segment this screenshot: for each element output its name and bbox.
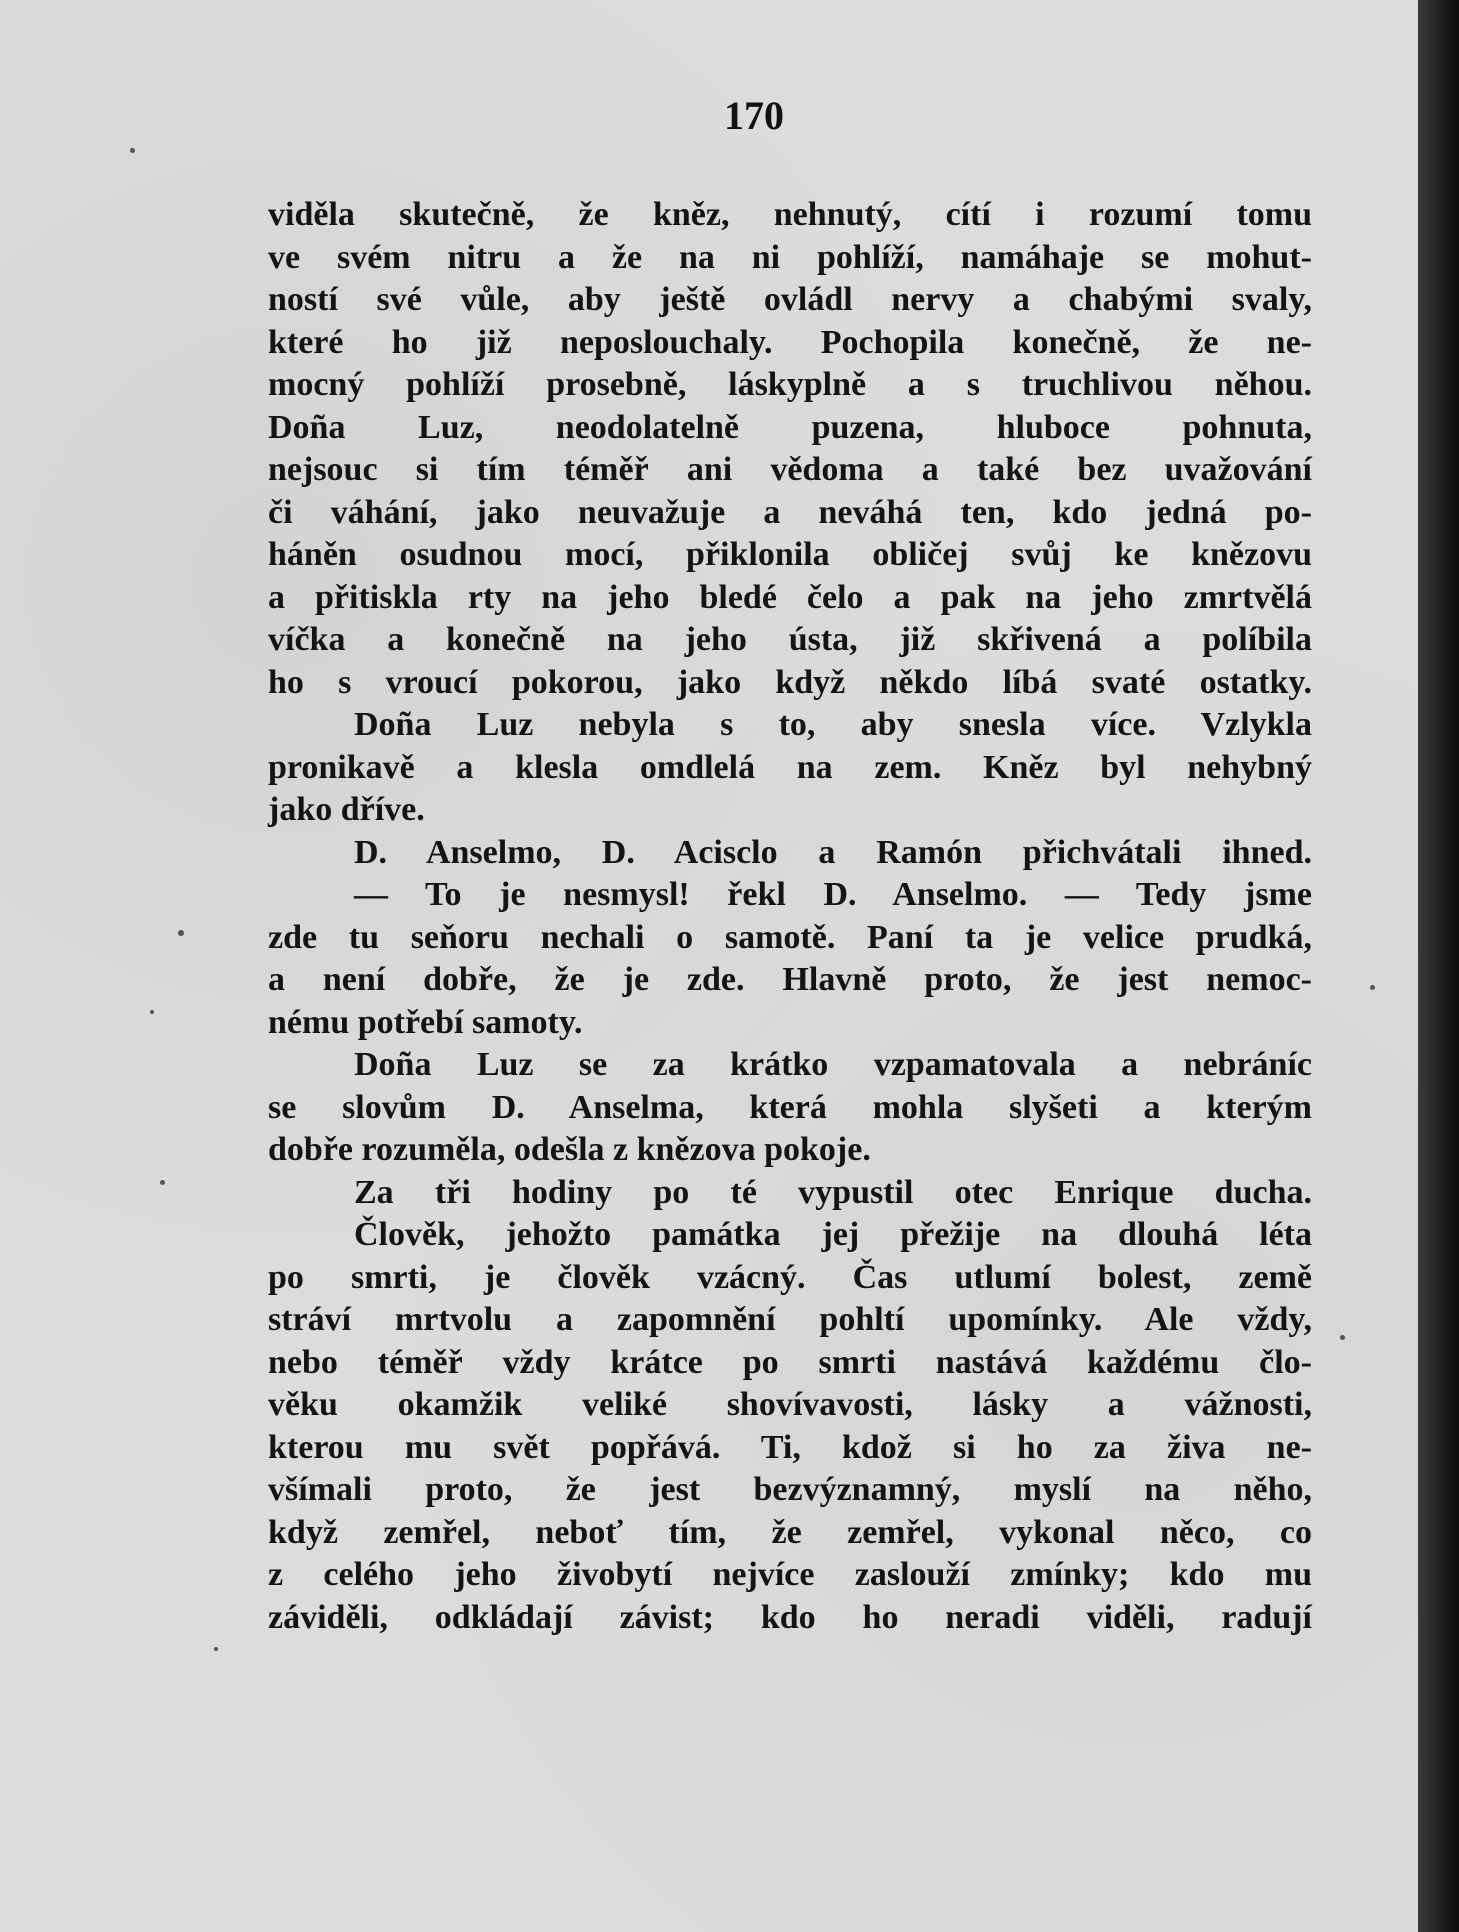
text-line: Doña Luz, neodolatelně puzena, hluboce pohnuta, xyxy=(268,408,1312,446)
text-line: všímali proto, že jest bezvýznamný, myslí na něho, xyxy=(268,1471,1312,1508)
text-line: mocný pohlíží prosebně, láskyplně a s truchlivou něhou. xyxy=(268,366,1312,403)
text-line: zde tu seňoru nechali o samotě. Paní ta je velice prudká, xyxy=(268,918,1312,956)
text-line: věku okamžik veliké shovívavosti, lásky a vážnosti, xyxy=(268,1386,1312,1423)
text-line: — To je nesmysl! řekl D. Anselmo. — Tedy jsme xyxy=(354,876,1312,913)
dust-speck xyxy=(160,1180,165,1185)
text-line: háněn osudnou mocí, přiklonila obličej svůj ke knězovu xyxy=(268,536,1312,573)
body-text xyxy=(268,194,1312,1639)
dust-speck xyxy=(178,930,184,936)
text-line: když zemřel, neboť tím, že zemřel, vykonal něco, co xyxy=(268,1513,1312,1551)
text-line: ností své vůle, aby ještě ovládl nervy a chabými svaly, xyxy=(268,281,1312,318)
book-spine-shadow xyxy=(1418,0,1459,1932)
text-line: z celého jeho živobytí nejvíce zaslouží zmínky; kdo mu xyxy=(268,1556,1312,1593)
text-line: nejsouc si tím téměř ani vědoma a také bez uvažování xyxy=(268,451,1312,488)
text-line: víčka a konečně na jeho ústa, již skřivená a políbila xyxy=(268,621,1312,658)
dust-speck xyxy=(150,1010,154,1014)
text-line: a přitiskla rty na jeho bledé čelo a pak na jeho zmrtvělá xyxy=(268,578,1312,616)
text-line: se slovům D. Anselma, která mohla slyšeti a kterým xyxy=(268,1088,1312,1126)
text-line: kterou mu svět popřává. Ti, kdož si ho za živa ne- xyxy=(268,1428,1312,1466)
text-line: či váhání, jako neuvažuje a neváhá ten, kdo jedná po- xyxy=(268,493,1312,531)
text-line: nebo téměř vždy krátce po smrti nastává každému člo- xyxy=(268,1343,1312,1381)
text-line: Doña Luz se za krátko vzpamatovala a nebráníc xyxy=(354,1046,1312,1083)
text-line: které ho již neposlouchaly. Pochopila konečně, že ne- xyxy=(268,323,1312,361)
text-line: nému potřebí samoty. xyxy=(268,1003,583,1041)
text-line: Doña Luz nebyla s to, aby snesla více. Vzlykla xyxy=(354,706,1312,743)
text-line: ho s vroucí pokorou, jako když někdo líbá svaté ostatky. xyxy=(268,663,1312,701)
dust-speck xyxy=(1340,1335,1345,1340)
text-line: D. Anselmo, D. Acisclo a Ramón přichvátali ihned. xyxy=(354,833,1312,871)
text-line: stráví mrtvolu a zapomnění pohltí upomínky. Ale vždy, xyxy=(268,1301,1312,1338)
dust-speck xyxy=(214,1647,218,1651)
text-line: Člověk, jehožto památka jej přežije na dlouhá léta xyxy=(354,1216,1312,1253)
text-line: záviděli, odkládají závist; kdo ho neradi viděli, radují xyxy=(268,1598,1312,1636)
dust-speck xyxy=(1370,985,1375,990)
text-line: po smrti, je člověk vzácný. Čas utlumí bolest, země xyxy=(268,1258,1312,1296)
text-line: pronikavě a klesla omdlelá na zem. Kněz byl nehybný xyxy=(268,748,1312,786)
text-line: ve svém nitru a že na ni pohlíží, namáhaje se mohut- xyxy=(268,238,1312,276)
text-line: viděla skutečně, že kněz, nehnutý, cítí i rozumí tomu xyxy=(268,196,1312,233)
page-number: 170 xyxy=(724,93,784,138)
dust-speck xyxy=(130,148,135,153)
text-line: a není dobře, že je zde. Hlavně proto, že jest nemoc- xyxy=(268,961,1312,998)
text-line: dobře rozuměla, odešla z knězova pokoje. xyxy=(268,1131,871,1168)
text-line: Za tři hodiny po té vypustil otec Enrique ducha. xyxy=(354,1173,1312,1211)
text-line: jako dříve. xyxy=(268,791,425,828)
